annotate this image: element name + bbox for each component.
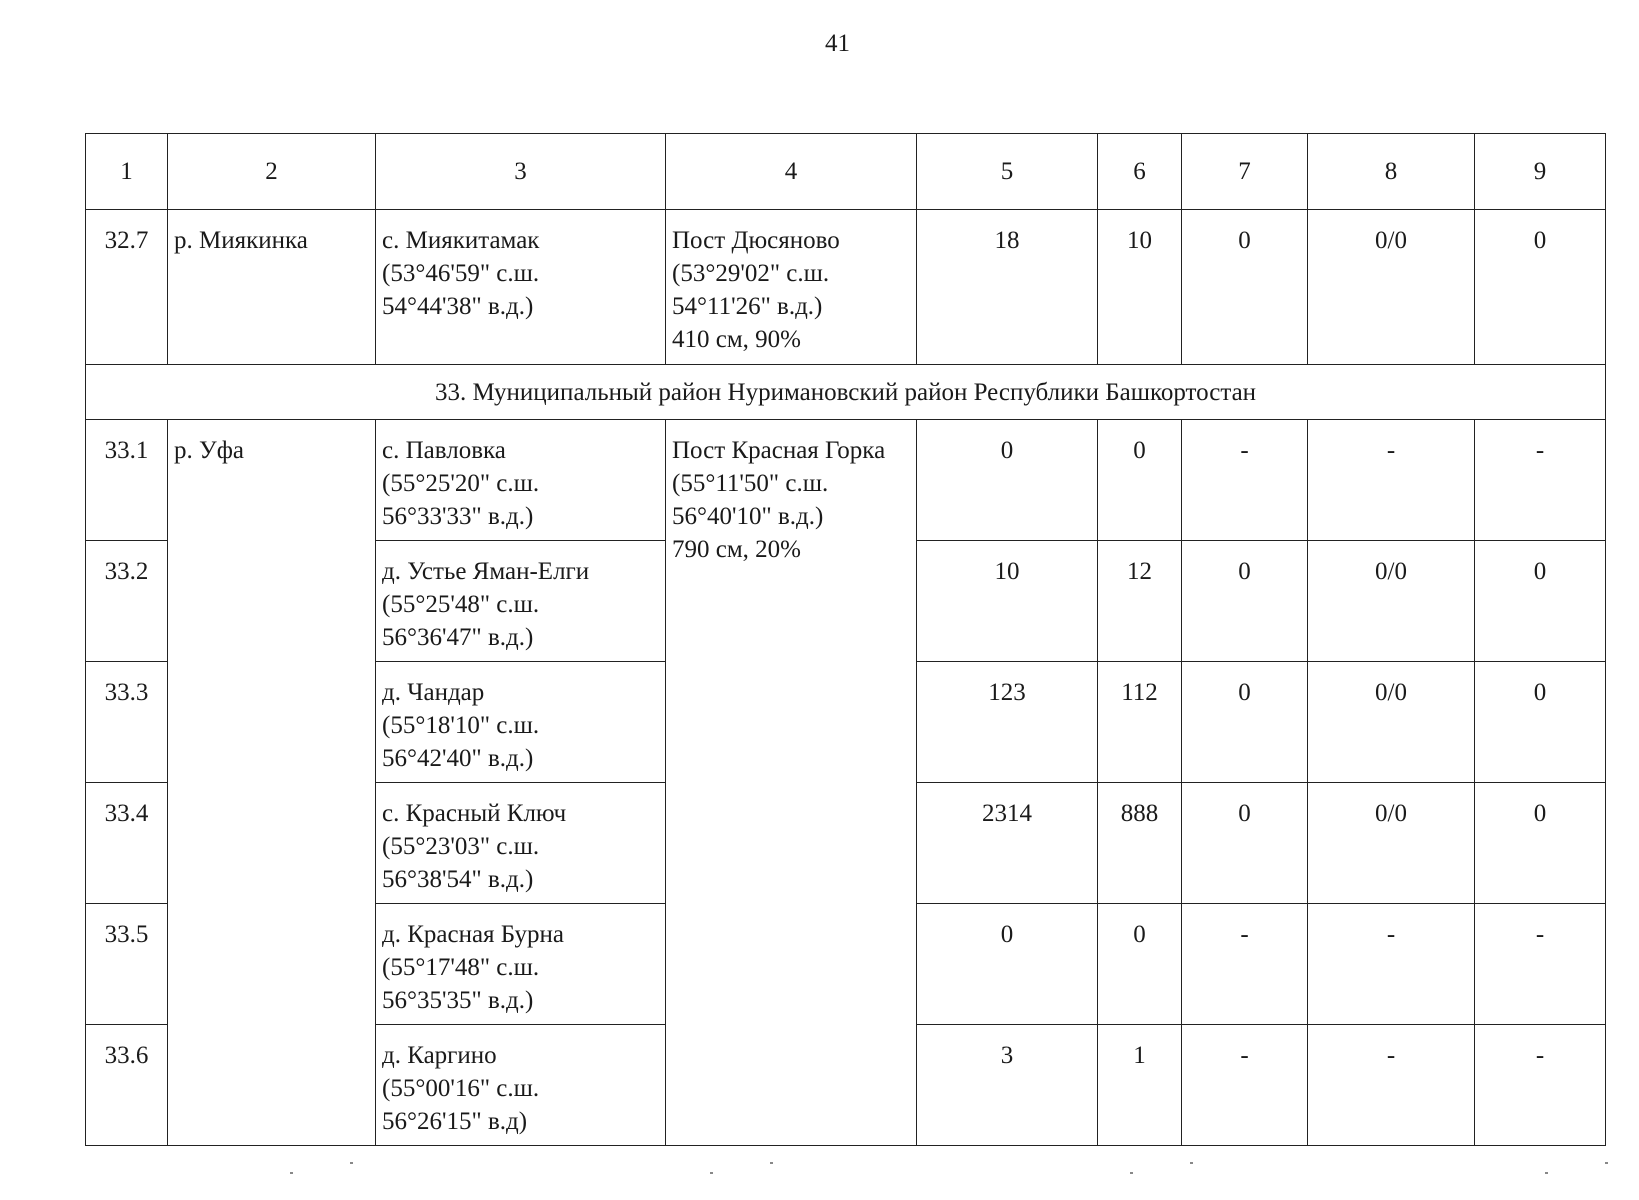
column-number-row [86, 134, 1606, 210]
row-number: 33.5 [86, 904, 168, 1025]
settlement-latitude: (55°17'48" с.ш. [382, 954, 540, 981]
settlement-longitude: 56°35'35" в.д.) [382, 987, 534, 1014]
post-name: Пост Красная Горка [672, 437, 886, 464]
col6-value: 888 [1098, 783, 1182, 904]
col6-value: 1 [1098, 1025, 1182, 1146]
col7-value: - [1182, 1025, 1308, 1146]
settlement-latitude: (53°46'59" с.ш. [382, 260, 540, 287]
table-row [86, 210, 1606, 365]
col7-value: 0 [1182, 783, 1308, 904]
settlement-name: д. Устье Яман-Елги [382, 558, 590, 585]
scan-speck [350, 1162, 353, 1164]
settlement-cell [376, 420, 666, 541]
col6-value: 0 [1098, 904, 1182, 1025]
scan-speck [1130, 1172, 1133, 1174]
col8-value: - [1308, 1025, 1475, 1146]
settlement-cell [376, 1025, 666, 1146]
col5-value: 123 [917, 662, 1098, 783]
page-number: 41 [825, 30, 850, 57]
col9-value: 0 [1475, 662, 1606, 783]
column-number: 7 [1182, 134, 1308, 210]
col9-value: - [1475, 420, 1606, 541]
column-number: 2 [168, 134, 376, 210]
col5-value: 0 [917, 420, 1098, 541]
column-number: 8 [1308, 134, 1475, 210]
row-number: 33.1 [86, 420, 168, 541]
settlement-name: д. Красная Бурна [382, 921, 565, 948]
col9-value: 0 [1475, 210, 1606, 365]
col9-value: - [1475, 904, 1606, 1025]
row-number: 32.7 [86, 210, 168, 365]
row-number: 33.3 [86, 662, 168, 783]
column-number: 4 [666, 134, 917, 210]
scan-speck [1545, 1172, 1548, 1174]
col7-value: - [1182, 904, 1308, 1025]
settlement-cell [376, 210, 666, 365]
settlement-latitude: (55°18'10" с.ш. [382, 712, 540, 739]
col8-value: - [1308, 904, 1475, 1025]
river-name: р. Уфа [168, 420, 376, 1146]
column-number: 6 [1098, 134, 1182, 210]
col8-value: 0/0 [1308, 541, 1475, 662]
settlement-cell [376, 541, 666, 662]
settlement-longitude: 56°42'40" в.д.) [382, 745, 534, 772]
river-name: р. Миякинка [168, 210, 376, 365]
col9-value: 0 [1475, 541, 1606, 662]
col8-value: 0/0 [1308, 662, 1475, 783]
column-number: 5 [917, 134, 1098, 210]
settlement-longitude: 56°38'54" в.д.) [382, 866, 534, 893]
col9-value: 0 [1475, 783, 1606, 904]
settlement-cell [376, 662, 666, 783]
settlement-latitude: (55°25'20" с.ш. [382, 470, 540, 497]
col6-value: 0 [1098, 420, 1182, 541]
settlement-name: с. Миякитамак [382, 227, 540, 254]
scan-speck [1190, 1162, 1193, 1164]
settlement-longitude: 56°36'47" в.д.) [382, 624, 534, 651]
scan-speck [290, 1172, 293, 1174]
column-number: 9 [1475, 134, 1606, 210]
section-row [86, 365, 1606, 420]
scan-speck [710, 1172, 713, 1174]
settlement-longitude: 54°44'38" в.д.) [382, 293, 534, 320]
col5-value: 10 [917, 541, 1098, 662]
col7-value: 0 [1182, 541, 1308, 662]
row-number: 33.6 [86, 1025, 168, 1146]
settlement-name: с. Павловка [382, 437, 506, 464]
col6-value: 112 [1098, 662, 1182, 783]
settlement-name: д. Каргино [382, 1042, 497, 1069]
col5-value: 18 [917, 210, 1098, 365]
col5-value: 3 [917, 1025, 1098, 1146]
row-number: 33.2 [86, 541, 168, 662]
settlement-latitude: (55°23'03" с.ш. [382, 833, 540, 860]
data-table [85, 133, 1606, 1146]
col9-value: - [1475, 1025, 1606, 1146]
settlement-latitude: (55°25'48" с.ш. [382, 591, 540, 618]
post-cell [666, 420, 917, 1146]
section-title: 33. Муниципальный район Нуримановский район Республики Башкортостан [86, 365, 1606, 420]
settlement-name: с. Красный Ключ [382, 800, 567, 827]
col8-value: 0/0 [1308, 210, 1475, 365]
post-longitude: 54°11'26" в.д.) [672, 293, 823, 320]
post-latitude: (53°29'02" с.ш. [672, 260, 830, 287]
post-level: 410 см, 90% [672, 326, 801, 353]
col5-value: 0 [917, 904, 1098, 1025]
settlement-cell [376, 904, 666, 1025]
settlement-cell [376, 783, 666, 904]
settlement-longitude: 56°33'33" в.д.) [382, 503, 534, 530]
post-latitude: (55°11'50" с.ш. [672, 470, 829, 497]
settlement-name: д. Чандар [382, 679, 485, 706]
table-row [86, 420, 1606, 541]
post-level: 790 см, 20% [672, 536, 801, 563]
post-longitude: 56°40'10" в.д.) [672, 503, 824, 530]
col8-value: 0/0 [1308, 783, 1475, 904]
row-number: 33.4 [86, 783, 168, 904]
column-number: 3 [376, 134, 666, 210]
col7-value: 0 [1182, 210, 1308, 365]
col7-value: 0 [1182, 662, 1308, 783]
post-name: Пост Дюсяново [672, 227, 840, 254]
scan-speck [770, 1162, 773, 1164]
settlement-latitude: (55°00'16" с.ш. [382, 1075, 540, 1102]
col5-value: 2314 [917, 783, 1098, 904]
scan-speck [1605, 1162, 1608, 1164]
col7-value: - [1182, 420, 1308, 541]
col6-value: 10 [1098, 210, 1182, 365]
settlement-longitude: 56°26'15" в.д) [382, 1108, 528, 1135]
post-cell [666, 210, 917, 365]
col8-value: - [1308, 420, 1475, 541]
col6-value: 12 [1098, 541, 1182, 662]
column-number: 1 [86, 134, 168, 210]
